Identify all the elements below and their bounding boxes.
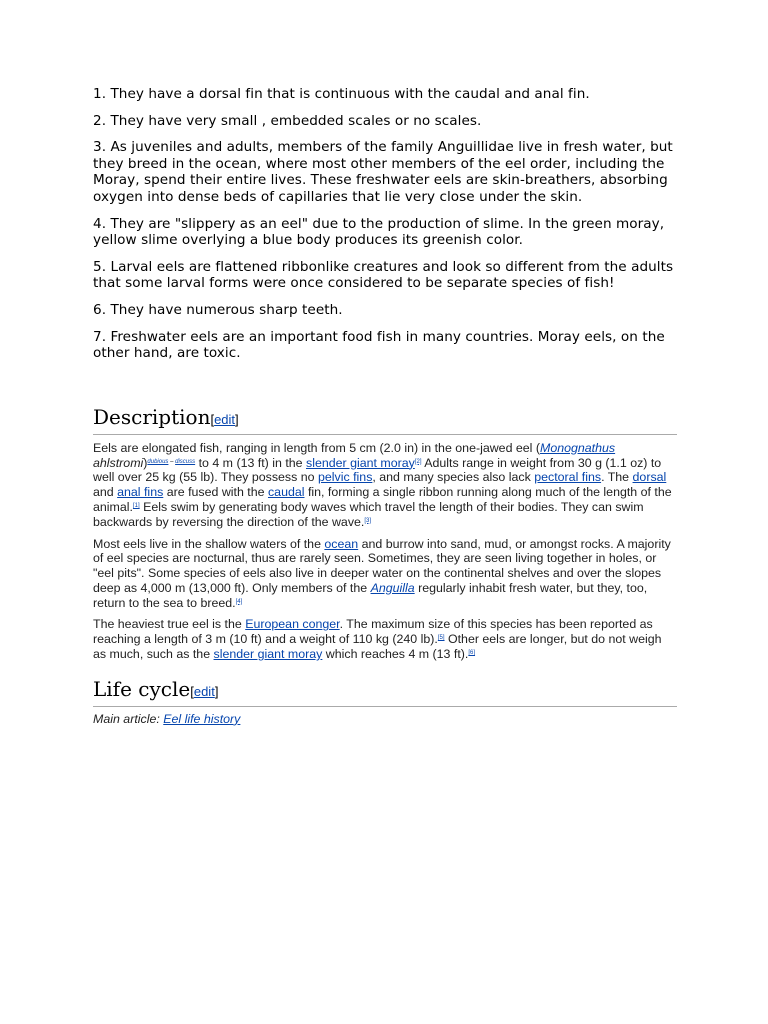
link-pelvic-fins[interactable]: pelvic fins [317, 470, 373, 485]
text-run: and burrow into sand, mud, or amongst rocks. A majority of eel species are nocturnal, thus are rarely seen. Sometimes, they are seen living together in holes, or "eel pits". Some species of eels also live in deeper water on the continental shelves and over the slopes deep as 4,000 m (13,000 ft). Only members of the [93, 536, 671, 595]
text-run: – [168, 458, 176, 465]
link-pectoral-fins[interactable]: pectoral fins [534, 470, 602, 485]
text-run: Eels are elongated fish, ranging in length from 5 cm (2.0 in) in the one-jawed eel ( [93, 440, 541, 455]
text-run: . The maximum size of this species has been reported as reaching a length of 3 m (10 ft) and a weight of 110 kg (240 lb). [93, 617, 653, 647]
document-page [93, 86, 677, 726]
fact-item: 4. They are "slippery as an eel" due to the production of slime. In the green moray, yellow slime overlying a blue body produces its greenish color. [93, 215, 665, 249]
text-run: Adults range in weight from 30 g (1.1 oz) to well over 25 kg (55 lb). They possess no [93, 455, 662, 485]
link-eel-life-history[interactable]: Eel life history [163, 711, 241, 726]
link-slender-giant-moray[interactable]: slender giant moray [213, 647, 323, 662]
edit-link[interactable]: edit [214, 411, 236, 427]
description-heading-text: Description [93, 404, 211, 429]
description-section [93, 404, 677, 662]
fact-item: 5. Larval eels are flattened ribbonlike creatures and look so different from the adults that some larval forms were once considered to be separate species of fish! [93, 258, 674, 292]
ref-3[interactable]: [3] [364, 517, 372, 524]
text-run: Other eels are longer, but do not weigh as much, such as the [93, 632, 662, 662]
description-heading [93, 404, 677, 435]
edit-bracket-close: ] [214, 683, 219, 699]
description-paragraph-3 [93, 617, 677, 661]
text-run: and [93, 485, 118, 500]
text-run: are fused with the [163, 485, 268, 500]
fact-item: 3. As juveniles and adults, members of the family Anguillidae live in fresh water, but they breed in the ocean, where most other members of the eel order, including the Moray, spend their entire lives. These freshwater eels are skin-breathers, absorbing oxygen into dense beds of capillaries that lie very close under the skin. [93, 139, 673, 205]
life-cycle-heading-text: Life cycle [93, 676, 191, 701]
species-name: ahlstromi [93, 455, 144, 470]
fact-item: 6. They have numerous sharp teeth. [93, 301, 343, 318]
link-european-conger[interactable]: European conger [245, 617, 340, 632]
life-cycle-heading [93, 676, 677, 707]
text-run: to 4 m (13 ft) in the [195, 455, 306, 470]
text-run: . The [601, 470, 633, 485]
ref-1[interactable]: [1] [132, 502, 140, 509]
description-paragraph-1 [93, 441, 677, 530]
edit-section [190, 684, 218, 699]
main-article-label: Main article: [93, 711, 164, 726]
text-run: regularly inhabit fresh water, but they, too, return to the sea to breed. [93, 580, 648, 610]
fact-item: 1. They have a dorsal fin that is continuous with the caudal and anal fin. [93, 86, 590, 102]
fact-item: 2. They have very small , embedded scales or no scales. [93, 112, 482, 129]
life-cycle-section [93, 676, 677, 726]
text-run: which reaches 4 m (13 ft). [322, 647, 469, 662]
description-body [93, 441, 677, 662]
link-slender-giant-moray[interactable]: slender giant moray [306, 455, 415, 470]
link-dorsal[interactable]: dorsal [632, 470, 667, 485]
link-caudal[interactable]: caudal [267, 485, 305, 500]
text-run: fin, forming a single ribbon running along much of the length of the animal. [93, 485, 672, 514]
edit-bracket-open: [ [210, 411, 215, 427]
ref-2[interactable]: [2] [414, 458, 422, 465]
text-run: Eels swim by generating body waves which travel the length of their bodies. They can swim backwards by reversing the direction of the wave. [93, 499, 644, 529]
dubious-tag [147, 459, 195, 465]
text-run: The heaviest true eel is the [93, 617, 246, 632]
link-anguilla[interactable]: Anguilla [370, 580, 415, 595]
fact-item: 7. Freshwater eels are an important food fish in many countries. Moray eels, on the other hand, are toxic. [93, 328, 665, 362]
main-article-note [93, 712, 677, 726]
text-run: Most eels live in the shallow waters of the [93, 536, 325, 551]
ref-6[interactable]: [6] [468, 650, 476, 657]
link-ocean[interactable]: ocean [324, 536, 359, 551]
text-run: ) [143, 455, 148, 470]
edit-bracket-close: ] [235, 411, 239, 427]
ref-4[interactable]: [4] [235, 598, 243, 605]
ref-5[interactable]: [5] [437, 635, 445, 642]
dubious-link[interactable]: dubious [147, 458, 169, 465]
eel-facts-list [93, 86, 677, 362]
link-monognathus[interactable]: Monognathus [540, 440, 616, 455]
description-paragraph-2 [93, 537, 677, 611]
link-anal-fins[interactable]: anal fins [117, 485, 164, 500]
edit-link[interactable]: edit [193, 683, 215, 699]
edit-section [210, 412, 238, 427]
text-run: , and many species also lack [372, 470, 535, 485]
discuss-link[interactable]: discuss [175, 458, 196, 465]
edit-bracket-open: [ [190, 683, 194, 699]
